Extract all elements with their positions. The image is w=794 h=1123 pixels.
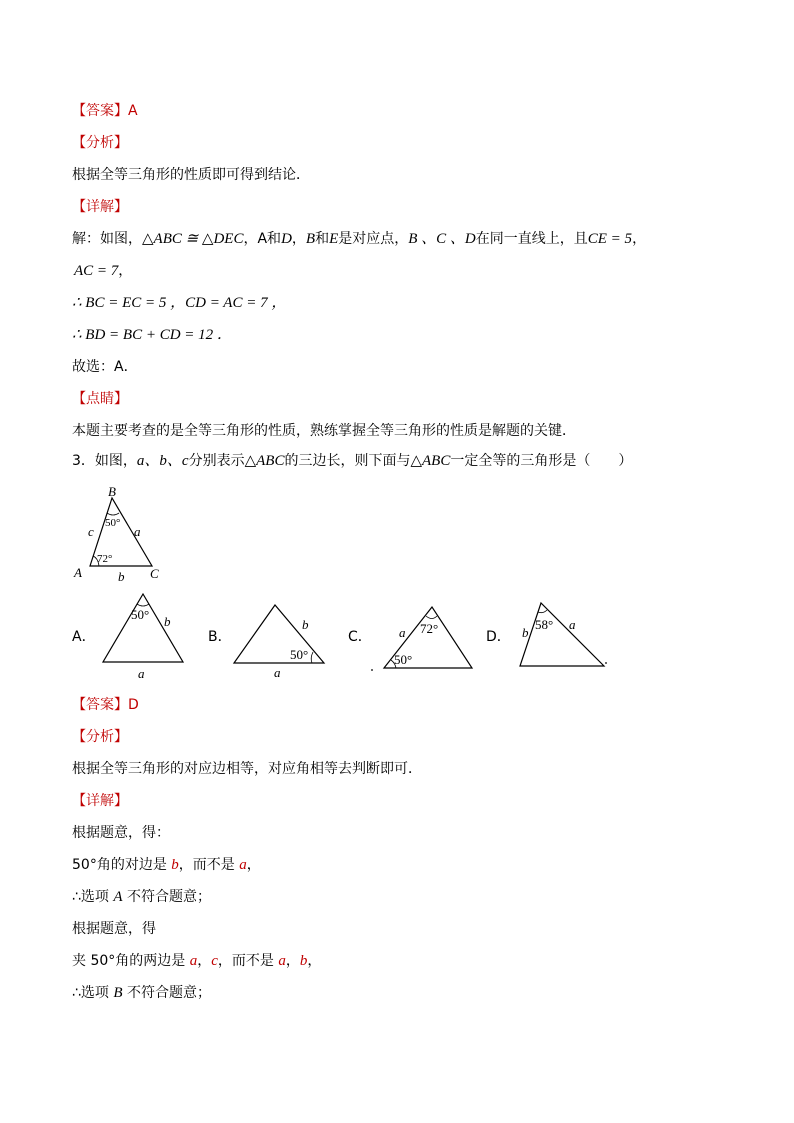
q3-detail-3 (72, 888, 211, 906)
triangle-abc-figure (70, 482, 170, 582)
q3-var: a (239, 857, 247, 873)
q3-text: ∴选项 (72, 985, 114, 1001)
analysis-text: 根据全等三角形的性质即可得到结论． (72, 167, 310, 183)
angle-b-label: 50° (105, 517, 121, 529)
sol-text: ， (118, 263, 133, 279)
sol-text: 是对应点， (338, 231, 409, 247)
q3-detail-tag-line (72, 792, 128, 810)
q3-text: 不符合题意； (122, 985, 211, 1001)
option-a-arc (137, 604, 149, 606)
label-B: B (108, 484, 116, 499)
q3-text: ， (285, 953, 300, 969)
option-c-top-arc (426, 616, 437, 619)
sol-text: ， (291, 231, 306, 247)
answer-value: A (128, 103, 138, 119)
sol-congruence: △ABC ≅ △DEC (142, 231, 244, 247)
option-c-figure[interactable] (368, 602, 478, 674)
sol-var: D (281, 231, 292, 247)
step-2: ∴ BD = BC + CD = 12 ． (72, 327, 232, 343)
q3-triangle: △ABC (410, 453, 451, 469)
q3-text: ，而不是 (217, 953, 279, 969)
q3-answer-line (72, 696, 139, 714)
option-c-angle-50: 50° (394, 652, 413, 667)
sol-text: 在同一直线上，且 (475, 231, 588, 247)
option-d-side-a: a (569, 617, 576, 632)
option-a-figure[interactable] (98, 590, 193, 680)
step-1: ∴ BC = EC = 5 ，CD = AC = 7 ， (72, 295, 287, 311)
q3-text: 一定全等的三角形是（ ） (450, 453, 633, 469)
option-d-triangle (520, 603, 604, 666)
sol-text: 和 (315, 231, 330, 247)
option-a-triangle (103, 594, 183, 662)
sol-var: E (329, 231, 339, 247)
option-c-angle-72: 72° (420, 621, 439, 636)
detail-tag-line (72, 198, 128, 216)
sol-prefix: 解：如图， (72, 231, 142, 247)
stray-dot (371, 669, 373, 671)
q3-text: 的三边长，则下面与 (284, 453, 411, 469)
option-a-side-a: a (138, 666, 145, 680)
option-c-label[interactable]: C． (348, 629, 372, 645)
q3-text: ， (307, 953, 322, 969)
option-b-triangle (234, 605, 324, 663)
label-a: a (134, 524, 141, 539)
q3-text: 夹 50°角的两边是 (72, 953, 190, 969)
option-b-angle: 50° (290, 647, 309, 662)
q3-text: 3．如图， (72, 453, 137, 469)
option-a-side-b: b (164, 614, 171, 629)
option-d-angle: 58° (535, 617, 554, 632)
angle-b-arc (107, 513, 119, 515)
option-c-side-a: a (399, 625, 406, 640)
detail-tag: 【详解】 (72, 199, 128, 215)
q3-detail-2 (72, 856, 261, 874)
label-c: c (88, 524, 94, 539)
option-b-arc (311, 652, 313, 663)
q3-triangle: △ABC (244, 453, 285, 469)
q3-var: B (113, 985, 123, 1001)
sol-text: ，A和 (243, 231, 282, 247)
q3-analysis-text: 根据全等三角形的对应边相等，对应角相等去判断即可． (72, 761, 422, 777)
sol-points: B 、C 、D (408, 231, 476, 247)
q3-detail-4: 根据题意，得 (72, 921, 156, 937)
q3-vars: a、b、c (136, 453, 189, 469)
option-d-arc (538, 610, 547, 613)
q3-detail-1: 根据题意，得： (72, 825, 170, 841)
label-A: A (74, 565, 82, 580)
q3-text: 分别表示 (188, 453, 245, 469)
angle-a-label: 72° (97, 553, 113, 565)
option-b-figure[interactable] (230, 598, 330, 680)
q3-detail-tag: 【详解】 (72, 793, 128, 809)
q3-var: b (299, 953, 308, 969)
option-d-figure[interactable] (505, 598, 615, 670)
q3-detail-6 (72, 984, 211, 1002)
q3-var: b (171, 857, 179, 873)
q3-text: ∴选项 (72, 889, 114, 905)
option-a-angle: 50° (131, 607, 150, 622)
option-b-side-b: b (302, 617, 309, 632)
stray-dot (605, 662, 607, 664)
sol-ce: CE = 5 (587, 231, 633, 247)
sol-text: ， (632, 231, 647, 247)
q3-text: ， (246, 857, 261, 873)
q3-text: 50°角的对边是 (72, 857, 172, 873)
solution-line-1 (72, 230, 646, 248)
q3-var: c (211, 953, 218, 969)
q3-detail-5 (72, 952, 321, 970)
comment-tag: 【点睛】 (72, 391, 128, 407)
option-b-side-a: a (274, 665, 281, 680)
q3-var: A (113, 889, 123, 905)
analysis-tag: 【分析】 (72, 135, 128, 151)
q3-text: ， (197, 953, 212, 969)
answer-tag: 【答案】 (72, 103, 128, 119)
q3-text: ，而不是 (178, 857, 240, 873)
q3-var: a (278, 953, 286, 969)
comment-tag-line (72, 390, 128, 408)
sol-var: B (305, 231, 316, 247)
option-d-label[interactable]: D． (486, 629, 511, 645)
q3-text: 不符合题意； (122, 889, 211, 905)
analysis-tag-line (72, 134, 128, 152)
q3-var: a (189, 953, 198, 969)
q3-answer-value: D (128, 697, 139, 713)
sol-ac: AC = 7 (74, 263, 119, 279)
label-b: b (118, 569, 125, 582)
choose-line: 故选：A． (72, 359, 138, 375)
solution-line-2 (74, 262, 132, 280)
option-a-label[interactable]: A． (72, 629, 96, 645)
answer-line (72, 102, 138, 120)
label-C: C (150, 566, 159, 581)
q3-answer-tag: 【答案】 (72, 697, 128, 713)
option-d-side-b: b (522, 625, 529, 640)
comment-text: 本题主要考查的是全等三角形的性质，熟练掌握全等三角形的性质是解题的关键． (72, 423, 576, 439)
q3-analysis-tag-line (72, 728, 128, 746)
question-3 (72, 452, 632, 470)
q3-analysis-tag: 【分析】 (72, 729, 128, 745)
option-b-label[interactable]: B． (208, 629, 232, 645)
